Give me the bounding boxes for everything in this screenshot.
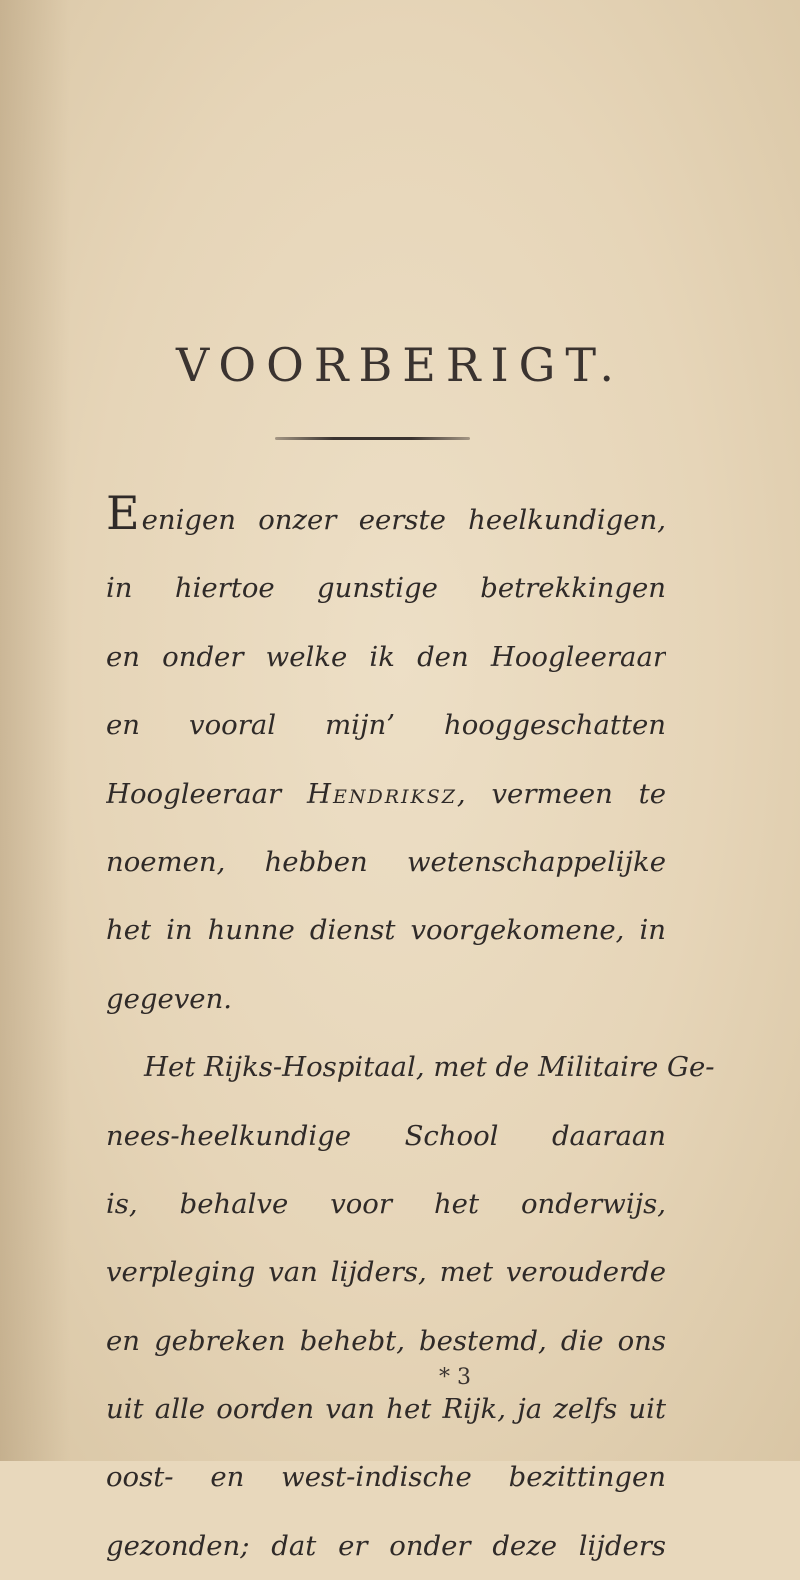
text-line-content: enigen onzer eerste heelkundigen, <box>141 504 666 536</box>
text-line-content: gezonden; dat er onder deze lijders <box>106 1529 666 1562</box>
text-line-content: Hoogleeraar <box>106 777 307 810</box>
signature-mark: * 3 <box>439 1365 471 1390</box>
text-line <box>106 554 666 622</box>
text-line <box>106 1238 666 1306</box>
text-line-content: en vooral mijn’ hooggeschatten <box>106 709 666 742</box>
text-line-content: uit alle oorden van het Rijk, ja zelfs uit <box>106 1393 666 1426</box>
text-line-content: nees-heelkundige School daaraan <box>106 1119 666 1152</box>
text-line <box>106 1375 666 1443</box>
text-line <box>106 1443 666 1511</box>
text-line-content: en onder welke ik den Hoogleeraar <box>106 640 666 673</box>
text-line-content: in hiertoe gunstige betrekkingen <box>106 572 666 605</box>
text-line <box>106 691 666 759</box>
page-title: VOORBERIGT. <box>176 338 624 392</box>
text-line-content: het in hunne dienst voorgekomene, in <box>106 914 666 947</box>
text-line-content: noemen, hebben wetenschappelijke <box>106 845 666 878</box>
text-line <box>106 965 666 1033</box>
text-line-content: verpleging van lijders, met verouderde <box>106 1256 666 1289</box>
text-line <box>106 1170 666 1238</box>
text-line <box>106 1033 715 1101</box>
text-line <box>106 1512 666 1580</box>
text-line <box>106 1102 666 1170</box>
text-line <box>106 623 666 691</box>
text-line <box>106 1307 666 1375</box>
title-divider <box>275 437 470 440</box>
text-line <box>106 828 666 896</box>
text-line-content: oost- en west-indische bezittingen <box>106 1461 666 1494</box>
text-line-content: en gebreken behebt, bestemd, die ons <box>106 1324 666 1357</box>
text-line-content: , vermeen te <box>456 777 666 810</box>
page-edge-shadow <box>0 0 70 1461</box>
text-line-content: is, behalve voor het onderwijs, <box>106 1187 666 1220</box>
text-line-content: Het Rijks-Hospitaal, met de Militaire Ge- <box>144 1051 715 1084</box>
text-line <box>106 760 666 828</box>
text-line <box>106 896 666 964</box>
body-text <box>106 486 715 1580</box>
name-small-caps: Hendriksz <box>306 777 457 810</box>
text-line-content: gegeven. <box>106 982 233 1015</box>
text-line <box>106 486 666 554</box>
drop-cap: E <box>106 486 140 540</box>
